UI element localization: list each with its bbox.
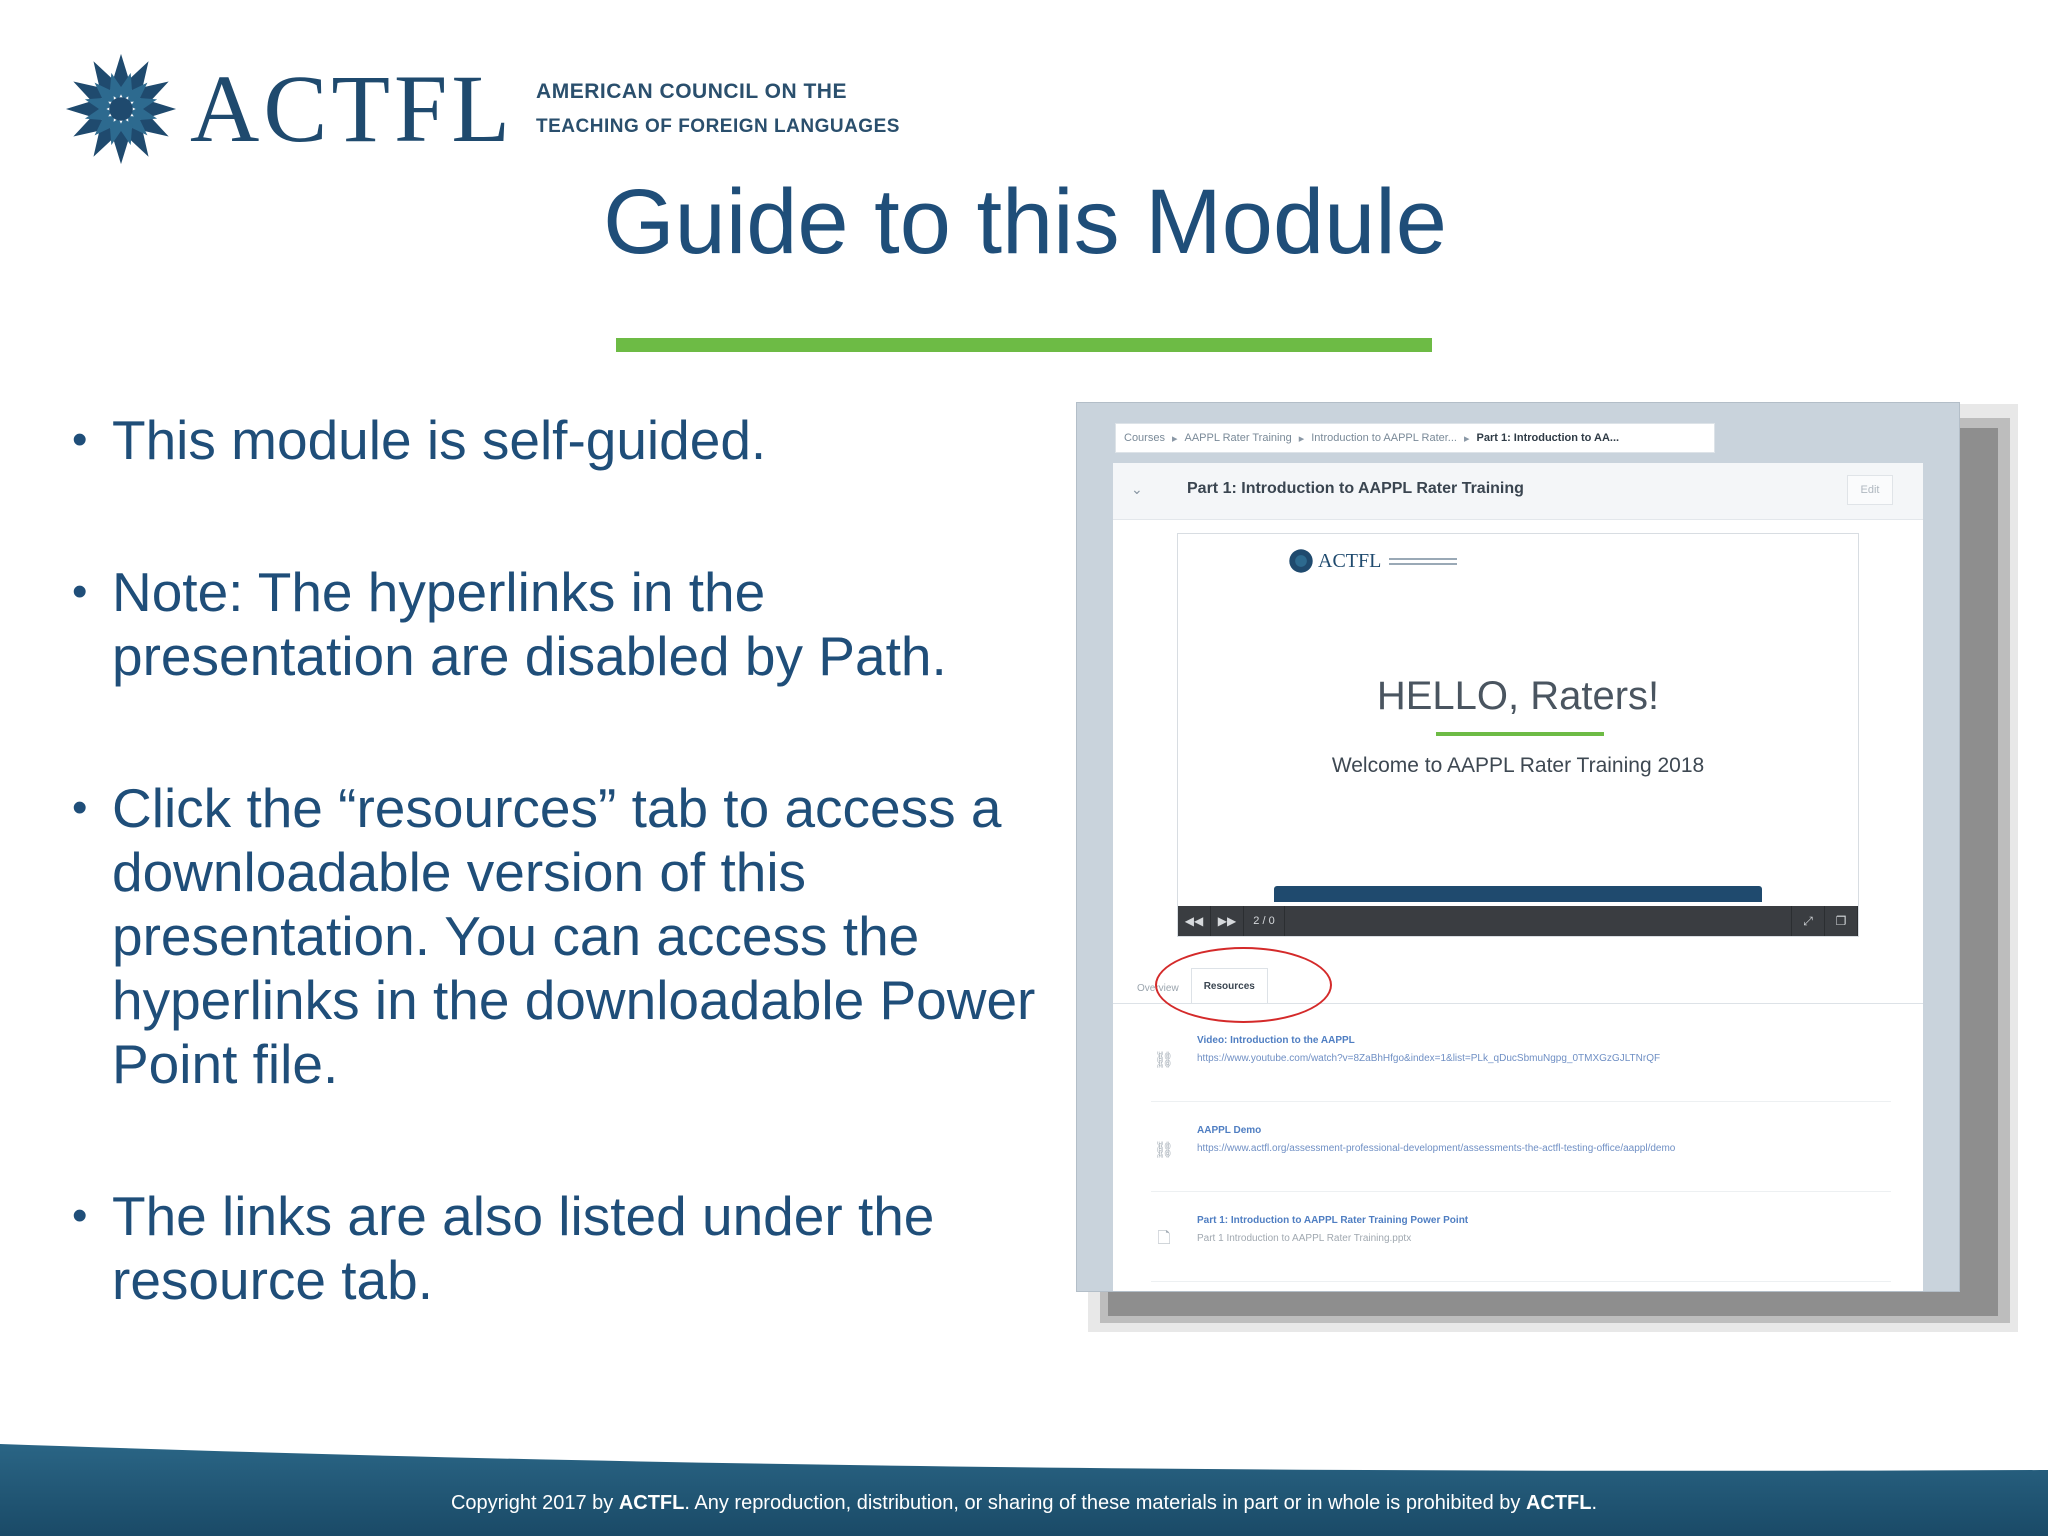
copyright-notice: Copyright 2017 by ACTFL. Any reproduction, distribution, or sharing of these materials in part or in whole is prohibited by ACTFL.	[450, 1492, 1598, 1514]
footer	[0, 1440, 2048, 1536]
resource-url[interactable]: https://www.youtube.com/watch?v=8ZaBhHfgo&index=1&list=PLk_qDucSbmuNgpg_0TMXGzGJLTNrQF	[1197, 1053, 1661, 1064]
resources-tab-highlight-circle	[1155, 947, 1332, 1023]
bullet-item: • The links are also listed under the resource tab.	[72, 1184, 1062, 1312]
breadcrumb-item[interactable]: Introduction to AAPPL Rater...	[1311, 432, 1457, 444]
resource-filename[interactable]: Part 1 Introduction to AAPPL Rater Training.pptx	[1197, 1233, 1412, 1244]
breadcrumb	[1115, 423, 1715, 453]
breadcrumb-item[interactable]: Courses	[1124, 432, 1165, 444]
page-title: Guide to this Module	[603, 171, 1447, 273]
next-icon[interactable]: ▶▶	[1211, 906, 1244, 936]
actfl-flower-icon	[62, 50, 180, 168]
title-underline	[616, 338, 1432, 352]
resource-item[interactable]	[1151, 1209, 1891, 1282]
copy-icon[interactable]: ❐	[1825, 906, 1858, 936]
resource-item[interactable]	[1151, 1029, 1891, 1102]
bullet-item: • Note: The hyperlinks in the presentation are disabled by Path.	[72, 560, 1062, 688]
player-controls	[1178, 906, 1858, 936]
resource-title[interactable]: Part 1: Introduction to AAPPL Rater Training Power Point	[1197, 1215, 1469, 1226]
page-indicator: 2 / 0	[1244, 906, 1285, 936]
part-title: Part 1: Introduction to AAPPL Rater Training	[1187, 480, 1524, 497]
bullet-item: • Click the “resources” tab to access a downloadable version of this presentation. You can access the hyperlinks in the downloadable Power Point file.	[72, 776, 1062, 1096]
file-icon: 🗋	[1157, 1229, 1171, 1247]
chevron-down-icon[interactable]: ⌄	[1131, 481, 1143, 497]
slide-subheading: Welcome to AAPPL Rater Training 2018	[1331, 754, 1705, 777]
bullet-list	[72, 408, 1062, 1312]
breadcrumb-item[interactable]: AAPPL Rater Training	[1184, 432, 1292, 444]
resource-title[interactable]: Video: Introduction to the AAPPL	[1197, 1035, 1355, 1046]
logo-subtitle	[536, 80, 900, 138]
bullet-item: • This module is self-guided.	[72, 408, 1062, 472]
slide-footer-band	[1274, 886, 1762, 902]
link-icon: ⛓	[1153, 1142, 1175, 1159]
edit-button[interactable]: Edit	[1847, 475, 1893, 505]
breadcrumb-separator-icon: ▸	[1463, 432, 1470, 445]
fullscreen-icon[interactable]: ⤢	[1791, 906, 1825, 936]
slide-player	[1177, 533, 1859, 937]
mini-logo-lines	[1389, 558, 1457, 565]
slide-heading-underline	[1436, 732, 1604, 736]
logo-subtitle-line2: TEACHING OF FOREIGN LANGUAGES	[536, 116, 900, 137]
previous-icon[interactable]: ◀◀	[1178, 906, 1211, 936]
logo-subtitle-line1: AMERICAN COUNCIL ON THE	[536, 80, 847, 103]
resource-item[interactable]	[1151, 1119, 1891, 1192]
link-icon: ⛓	[1153, 1052, 1175, 1069]
logo-wordmark: ACTFL	[190, 55, 515, 162]
tab-resources[interactable]: Resources	[1191, 968, 1268, 1003]
tab-overview[interactable]: Overview	[1137, 982, 1179, 994]
footer-wave	[0, 1440, 2048, 1536]
breadcrumb-current: Part 1: Introduction to AA...	[1476, 432, 1620, 444]
breadcrumb-separator-icon: ▸	[1171, 432, 1178, 445]
mini-logo-wordmark: ACTFL	[1318, 549, 1382, 572]
course-screenshot	[1076, 402, 1960, 1292]
actfl-flower-icon	[1288, 548, 1314, 574]
breadcrumb-separator-icon: ▸	[1298, 432, 1305, 445]
slide-heading: HELLO, Raters!	[1376, 674, 1660, 718]
content-panel	[1113, 463, 1923, 1292]
actfl-logo	[62, 50, 900, 168]
mini-actfl-logo	[1288, 548, 1457, 574]
panel-header	[1113, 463, 1923, 520]
resource-title[interactable]: AAPPL Demo	[1197, 1125, 1262, 1136]
resource-url[interactable]: https://www.actfl.org/assessment-professional-development/assessments-the-actfl-testing-office/aappl/demo	[1197, 1143, 1676, 1154]
